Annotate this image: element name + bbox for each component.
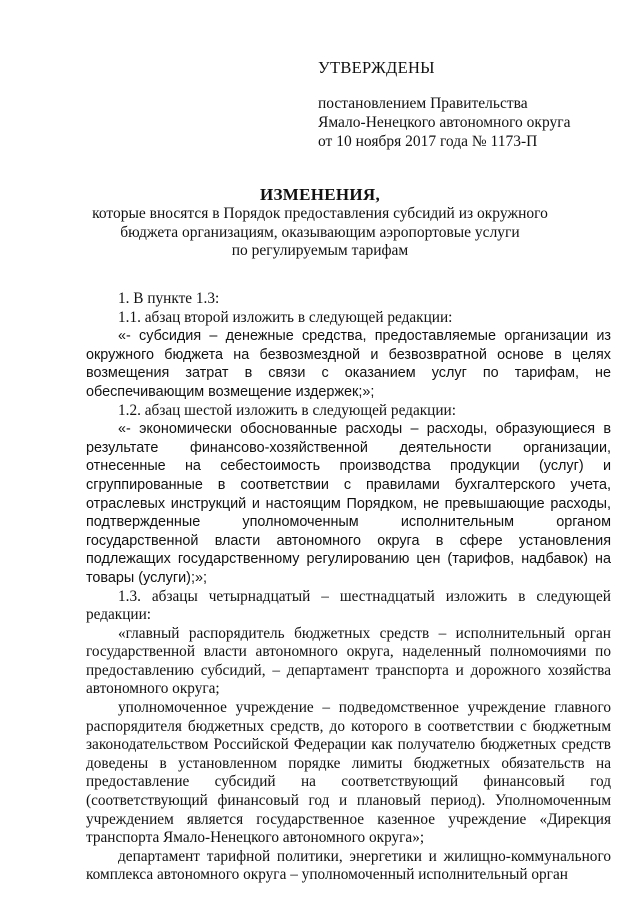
document-body	[86, 290, 611, 885]
paragraph: «- субсидия – денежные средства, предоставляемые организации из окружного бюджета на безвозмездной и безвозвратной основе в целях возмещения затрат в связи с оказанием услуг по тарифам, не обеспечивающим возмещение издержек;»;	[86, 328, 611, 400]
document-subtitle-line: по регулируемым тарифам	[231, 242, 409, 259]
paragraph: «главный распорядитель бюджетных средств – исполнительный орган государственной власти автономного округа, наделенный полномочиями по предоставлению субсидий, – департамент транспорта и дорожного хозяйства автономного округа;	[86, 624, 611, 698]
approval-line: от 10 ноября 2017 года № 1173-П	[318, 133, 538, 150]
document-heading	[60, 185, 580, 261]
approval-line: Ямало-Ненецкого автономного округа	[318, 114, 571, 131]
paragraph: 1.2. абзац шестой изложить в следующей редакции:	[118, 401, 456, 419]
approval-heading: УТВЕРЖДЕНЫ	[318, 58, 435, 77]
document-subtitle-line: которые вносятся в Порядок предоставления субсидий из окружного	[92, 205, 548, 222]
approval-line: постановлением Правительства	[318, 95, 528, 112]
paragraph: 1. В пункте 1.3:	[118, 290, 220, 307]
paragraph: 1.1. абзац второй изложить в следующей редакции:	[118, 308, 453, 326]
paragraph: 1.3. абзацы четырнадцатый – шестнадцатый изложить в следующей редакции:	[86, 587, 611, 624]
document-title: ИЗМЕНЕНИЯ,	[259, 185, 381, 204]
paragraph: департамент тарифной политики, энергетики и жилищно-коммунального комплекса автономного округа – уполномоченный исполнительный орган	[86, 847, 611, 884]
paragraph: «- экономически обоснованные расходы – расходы, образующиеся в результате финансово-хозяйственной деятельности организации, отнесенные на себестоимость производства продукции (услуг) и сгруппированные в соответствии с правилами бухгалтерского учета, отраслевых инструкций и настоящим Порядком, не превышающие расходы, подтвержденные уполномоченным исполнительным органом государственной власти автономного округа в сфере установления подлежащих государственному регулированию цен (тарифов, надбавок) на товары (услуги);»;	[86, 421, 611, 586]
document-subtitle-line: бюджета организациям, оказывающим аэропортовые услуги	[120, 223, 520, 241]
approval-block	[318, 58, 618, 151]
paragraph: уполномоченное учреждение – подведомственное учреждение главного распорядителя бюджетных средств, до которого в соответствии с бюджетным законодательством Российской Федерации как получателю бюджетных средств доведены в установленном порядке лимиты бюджетных обязательств на предоставление субсидий на соответствующий финансовый год (соответствующий финансовый год и плановый период). Уполномоченным учреждением является государственное казенное учреждение «Дирекция транспорта Ямало-Ненецкого автономного округа»;	[86, 699, 611, 847]
